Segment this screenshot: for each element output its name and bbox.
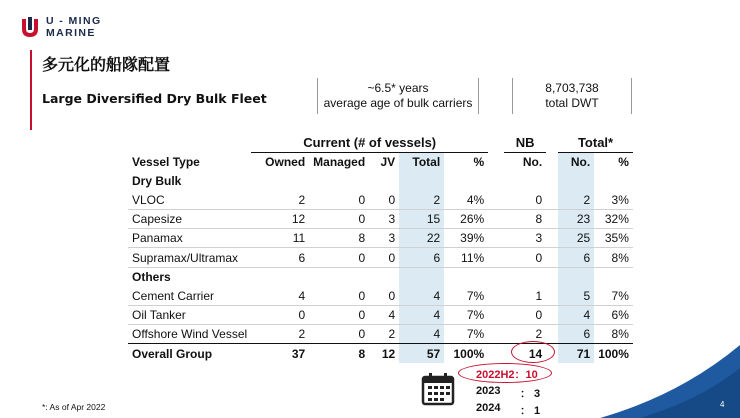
section-label-others: Others: [132, 269, 171, 284]
current-pct: 11%: [444, 248, 488, 267]
total-dwt-label: total DWT: [545, 96, 599, 110]
owned-count: 12: [251, 210, 309, 229]
col-header-total-pct: %: [618, 154, 629, 169]
section-label-dry-bulk: Dry Bulk: [132, 173, 182, 188]
current-pct: 7%: [466, 327, 485, 342]
jv-count: 0: [369, 190, 399, 209]
nb-count: 3: [504, 229, 546, 248]
col-header-nb-no: No.: [522, 154, 543, 169]
vessel-type: Capesize: [128, 210, 251, 229]
current-group-header: Current (# of vessels): [251, 134, 488, 152]
total-group-header: Total*: [558, 134, 633, 152]
delivery-2024-value: ： 1: [520, 405, 541, 417]
overall-label: Overall Group: [128, 344, 251, 363]
nb-group-header: NB: [504, 134, 546, 152]
vessel-type: VLOC: [128, 190, 251, 209]
company-name-line1: U - MING: [46, 15, 102, 27]
vessel-type: Panamax: [128, 229, 251, 248]
average-age-value: ~6.5* years: [367, 81, 429, 95]
vessel-type: Supramax/Ultramax: [128, 248, 251, 267]
grand-pct: 32%: [594, 210, 633, 229]
grand-pct: 6%: [594, 306, 633, 325]
overall-current-total: 57: [399, 344, 444, 363]
nb-count: 0: [504, 248, 546, 267]
jv-count: 3: [369, 229, 399, 248]
col-header-total-no: No.: [558, 152, 594, 171]
managed-count: 0: [309, 306, 369, 325]
jv-count: 0: [369, 248, 399, 267]
managed-count: 0: [309, 190, 369, 209]
col-header-managed: Managed: [313, 154, 366, 169]
overall-managed: 8: [309, 344, 369, 363]
grand-total: 5: [558, 286, 594, 305]
grand-total: 4: [558, 306, 594, 325]
managed-count: 0: [309, 248, 369, 267]
owned-count: 2: [298, 327, 306, 342]
current-pct: 7%: [444, 286, 488, 305]
grand-total: 6: [558, 248, 594, 267]
col-header-total: Total: [399, 152, 444, 171]
grand-pct: 7%: [594, 286, 633, 305]
nb-count: 2: [535, 327, 543, 342]
owned-count: 11: [251, 229, 309, 248]
nb-count: 8: [504, 210, 546, 229]
nb-count: 0: [504, 190, 546, 209]
grand-total: 6: [558, 325, 594, 344]
grand-total: 25: [558, 229, 594, 248]
current-pct: 26%: [444, 210, 488, 229]
vessel-type: Offshore Wind Vessel: [132, 327, 248, 342]
managed-count: 8: [309, 229, 369, 248]
delivery-2024-label: 2024: [476, 402, 501, 414]
col-header-jv: JV: [380, 154, 396, 169]
average-age-label: average age of bulk carriers: [323, 96, 473, 110]
jv-count: 2: [388, 327, 396, 342]
calendar-icon: [421, 372, 455, 406]
managed-count: 0: [309, 210, 369, 229]
owned-count: 6: [251, 248, 309, 267]
owned-count: 0: [251, 306, 309, 325]
managed-count: 0: [309, 286, 369, 305]
jv-count: 0: [369, 286, 399, 305]
company-name-line2: MARINE: [46, 27, 96, 39]
col-header-owned: Owned: [265, 154, 306, 169]
overall-grand-total: 71: [558, 344, 594, 363]
vessel-type: Cement Carrier: [128, 286, 251, 305]
owned-count: 4: [251, 286, 309, 305]
overall-nb: 14: [504, 344, 546, 363]
current-total: 2: [399, 190, 444, 209]
jv-count: 4: [369, 306, 399, 325]
overall-owned: 37: [251, 344, 309, 363]
col-header-vessel-type: Vessel Type: [132, 154, 200, 169]
page-title-english: Large Diversified Dry Bulk Fleet: [42, 91, 267, 106]
grand-pct: 8%: [611, 327, 629, 342]
footnote: *: As of Apr 2022: [42, 402, 106, 412]
managed-count: 0: [358, 327, 366, 342]
current-total: 4: [399, 286, 444, 305]
grand-pct: 35%: [594, 229, 633, 248]
total-dwt-value: 8,703,738: [545, 81, 599, 95]
current-pct: 4%: [444, 190, 488, 209]
nb-count: 0: [504, 306, 546, 325]
current-total: 4: [399, 306, 444, 325]
col-header-pct: %: [473, 154, 485, 169]
current-total: 15: [399, 210, 444, 229]
grand-pct: 3%: [594, 190, 633, 209]
delivery-2022h2: 2022H2：10: [476, 369, 538, 381]
delivery-2023-label: 2023: [476, 385, 501, 397]
owned-count: 2: [251, 190, 309, 209]
vessel-type: Oil Tanker: [128, 306, 251, 325]
jv-count: 3: [369, 210, 399, 229]
overall-jv: 12: [369, 344, 399, 363]
page-title-chinese: 多元化的船隊配置: [42, 55, 171, 74]
page-number: 4: [720, 400, 725, 409]
current-total: 4: [399, 325, 444, 344]
nb-count: 1: [504, 286, 546, 305]
current-pct: 39%: [444, 229, 488, 248]
grand-total: 2: [558, 190, 594, 209]
grand-pct: 8%: [594, 248, 633, 267]
current-total: 6: [399, 248, 444, 267]
delivery-2023-value: ： 3: [520, 388, 541, 400]
grand-total: 23: [558, 210, 594, 229]
current-pct: 7%: [444, 306, 488, 325]
current-total: 22: [399, 229, 444, 248]
overall-grand-pct: 100%: [594, 344, 633, 363]
overall-current-pct: 100%: [444, 344, 488, 363]
